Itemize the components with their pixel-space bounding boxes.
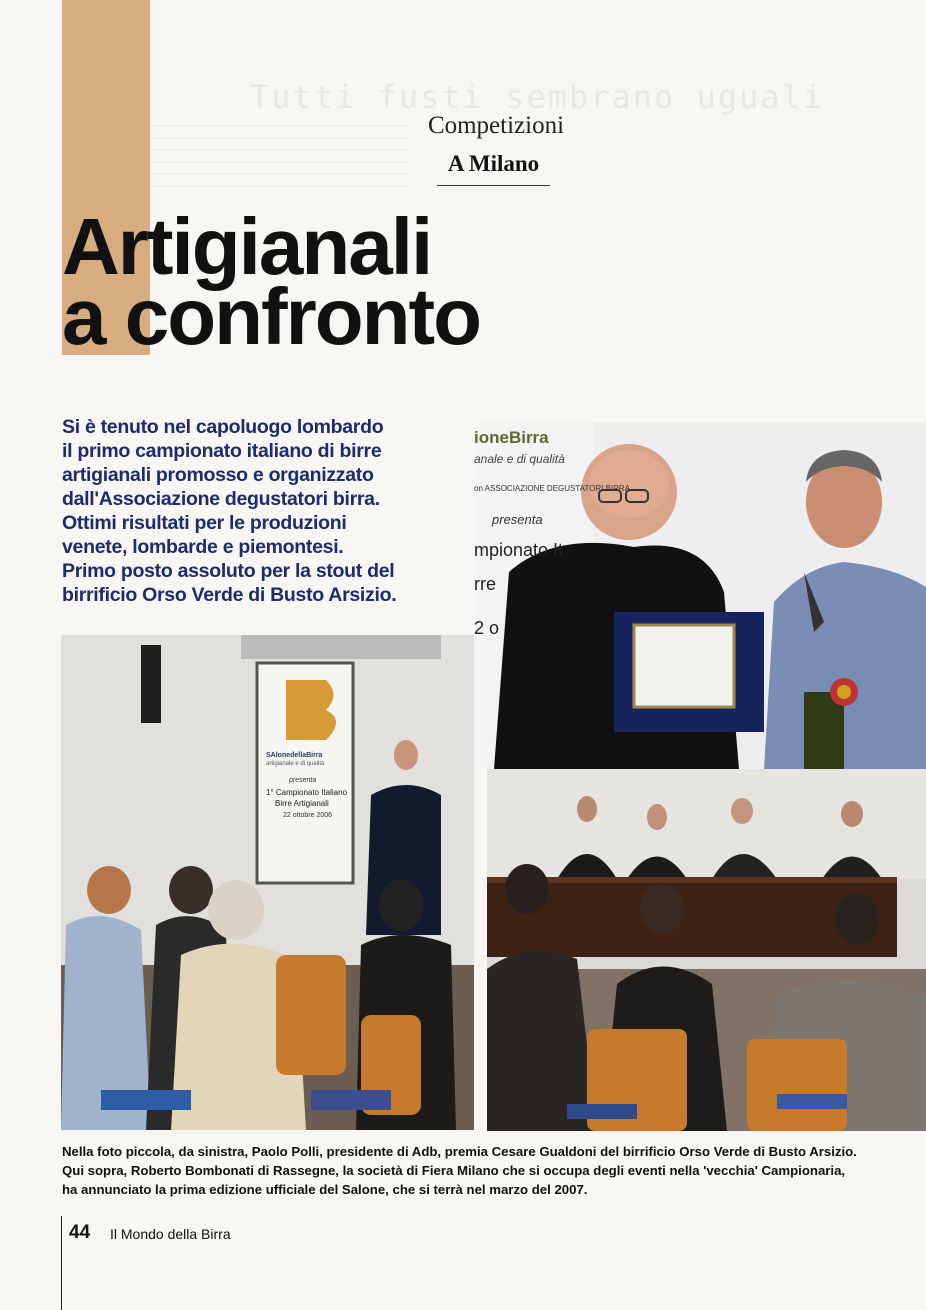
magazine-name: Il Mondo della Birra <box>110 1226 231 1242</box>
panel-photo <box>487 769 926 1131</box>
award-photo <box>474 422 926 769</box>
banner-campionato: mpionato It <box>474 540 564 560</box>
faded-headline-bleed: Tutti fusti sembrano uguali <box>250 78 825 116</box>
photo-caption <box>62 1142 922 1199</box>
lead-line: Si è tenuto nel capoluogo lombardo <box>62 416 384 438</box>
lead-line: artigianali promosso e organizzato <box>62 464 374 486</box>
banner-presenta: presenta <box>492 512 543 527</box>
lead-line: Ottimi risultati per le produzioni <box>62 512 347 534</box>
section-subkicker: A Milano <box>447 151 540 176</box>
caption-line: Qui sopra, Roberto Bombonati di Rassegne, la società di Fiera Milano che si occupa degli eventi nella 'vecchia' Campionaria, <box>62 1163 846 1178</box>
lead-line: Primo posto assoluto per la stout del <box>62 560 395 582</box>
conference-photo <box>61 635 474 1130</box>
lead-paragraph <box>62 415 472 607</box>
caption-line: Nella foto piccola, da sinistra, Paolo Polli, presidente di Adb, premia Cesare Gualdoni del birrificio Orso Verde di Busto Arsizio. <box>62 1144 857 1159</box>
headline <box>62 202 480 361</box>
poster-title-1: 1° Campionato Italiano <box>266 788 348 797</box>
poster-date: 22 ottobre 2006 <box>283 812 333 819</box>
lead-line: venete, lombarde e piemontesi. <box>62 536 344 558</box>
lead-line: il primo campionato italiano di birre <box>62 440 382 462</box>
faded-text-bleed <box>150 125 410 200</box>
panel-photo-illustration <box>487 769 926 1131</box>
section-kicker: Competizioni <box>427 112 565 139</box>
award-photo-illustration <box>474 422 926 769</box>
poster-sub: artigianale e di qualità <box>266 761 325 767</box>
poster-brand: SAlonedellaBirra <box>266 752 323 759</box>
banner-birre: rre <box>474 574 496 594</box>
banner-date: 2 o <box>474 618 500 638</box>
poster-title-2: Birre Artigianali <box>275 799 329 808</box>
conference-photo-illustration <box>61 635 474 1130</box>
banner-assoc: on ASSOCIAZIONE DEGUSTATORI BIRRA <box>474 484 631 493</box>
kicker-rule <box>437 185 550 186</box>
lead-line: birrificio Orso Verde di Busto Arsizio. <box>62 584 397 606</box>
footer-rule <box>61 1216 62 1310</box>
page-number: 44 <box>69 1222 91 1243</box>
headline-line-1: Artigianali <box>62 202 432 291</box>
caption-line: ha annunciato la prima edizione ufficiale del Salone, che si terrà nel marzo del 2007. <box>62 1182 588 1197</box>
lead-line: dall'Associazione degustatori birra. <box>62 488 380 510</box>
headline-line-2: a confronto <box>62 272 480 361</box>
banner-brand: ioneBirra <box>474 428 549 447</box>
poster-presenta: presenta <box>289 777 317 784</box>
banner-sub: anale e di qualità <box>474 452 565 466</box>
